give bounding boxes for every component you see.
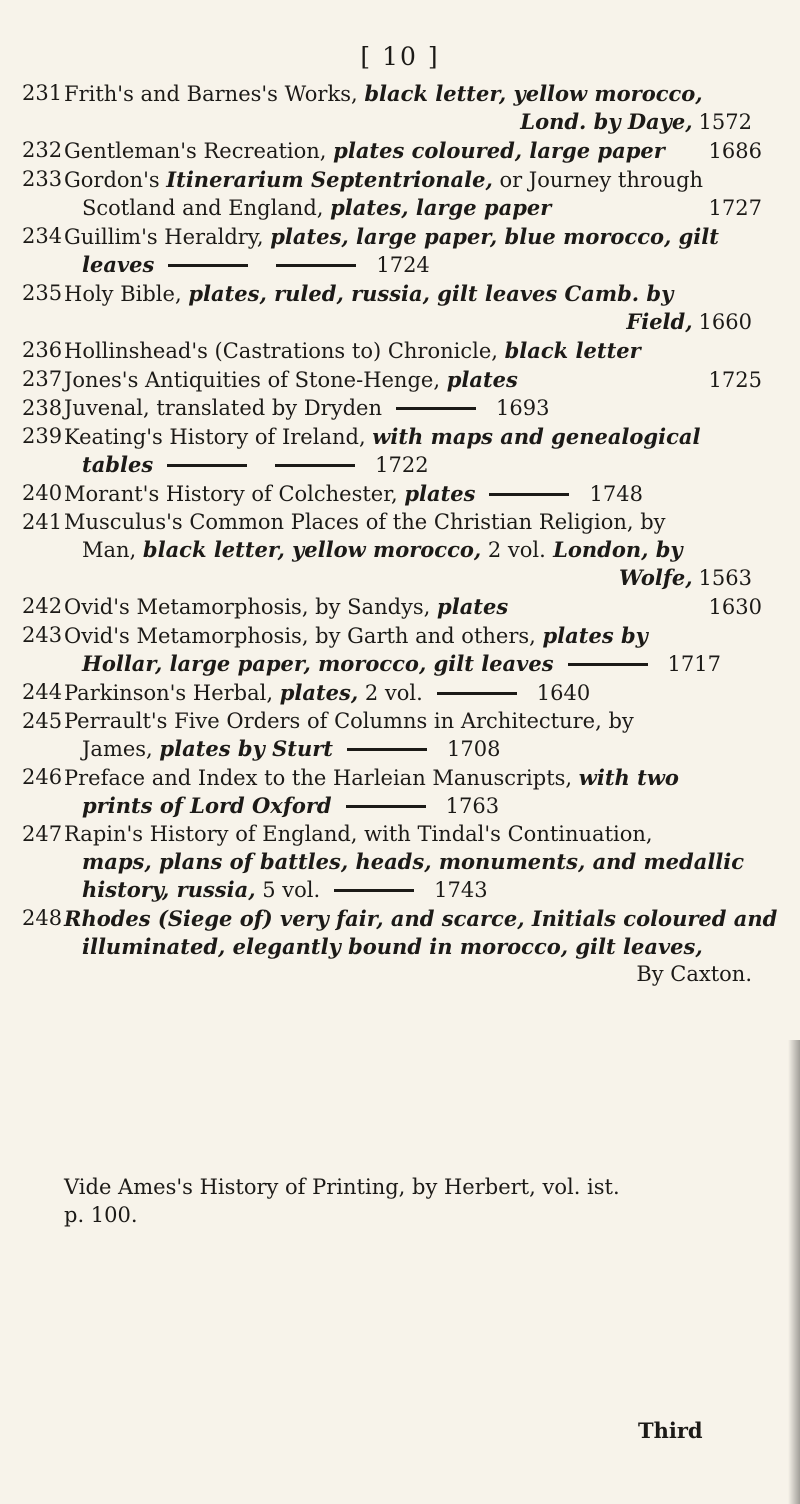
catalogue-entry [22, 137, 762, 165]
entry-year: 1693 [495, 396, 550, 420]
entry-roman-text: Guillim's Heraldry, [64, 225, 271, 249]
entry-number: 244 [22, 680, 63, 704]
entry-italic-text: illuminated, elegantly bound in morocco, gilt leaves, [82, 934, 703, 959]
entry-italic-text: history, russia, [82, 877, 256, 902]
entry-line [64, 80, 762, 108]
entry-line [64, 679, 762, 707]
entry-roman-text: Hollinshead's (Castrations to) Chronicle, [64, 339, 505, 363]
entry-roman-text: Gordon's [64, 168, 167, 192]
catalogue-entry [22, 905, 778, 988]
entry-roman-text: Gentleman's Recreation, [64, 139, 334, 163]
entry-line [64, 251, 762, 279]
entry-roman-text: Man, [82, 538, 143, 562]
entry-imprint: Camb. by [557, 281, 674, 306]
entry-year: 1572 [698, 110, 752, 134]
entry-year: 1717 [667, 652, 721, 676]
entry-number: 242 [22, 594, 63, 618]
entry-line [64, 280, 762, 308]
catalogue-entry [22, 764, 762, 820]
entry-italic-text: Hollar, large paper, morocco, gilt leaves [82, 651, 554, 676]
entry-roman-text: Keating's History of Ireland, [64, 425, 373, 449]
entry-text [64, 593, 508, 621]
catalogue-entry [22, 280, 762, 336]
entry-text [64, 80, 703, 108]
entry-line [64, 764, 762, 792]
entry-line [64, 735, 762, 763]
entry-italic-text: black letter, yellow morocco, [364, 81, 703, 106]
entry-italic-text: plates by [542, 623, 648, 648]
entry-number: 245 [22, 709, 63, 733]
entry-italic-text: plates by Sturt [159, 736, 333, 761]
entry-number: 240 [22, 481, 63, 505]
entry-number: 233 [22, 167, 63, 191]
entry-year: 1686 [708, 139, 762, 163]
entry-line [64, 423, 762, 451]
entry-year: 1563 [698, 566, 752, 590]
entry-line [64, 366, 762, 394]
entry-italic-text: black letter, yellow morocco, [142, 537, 482, 562]
entry-roman-text: 2 vol. [358, 681, 423, 705]
entry-text [64, 679, 423, 707]
entry-italic-text: Lond. by Daye, [520, 109, 693, 134]
catalogue-list [22, 80, 778, 989]
catalogue-entry [22, 509, 762, 592]
entry-year: 1743 [434, 878, 488, 902]
catalogue-entry [22, 366, 762, 394]
entry-number: 236 [22, 338, 63, 362]
entry-roman-text: Ovid's Metamorphosis, by Sandys, [64, 595, 438, 619]
entry-number: 237 [22, 367, 63, 391]
rule-dash [346, 805, 426, 808]
catalogue-entry [22, 821, 762, 904]
entry-number: 238 [22, 396, 63, 420]
entry-line [64, 480, 762, 508]
rule-dash [489, 493, 569, 496]
entry-text [82, 536, 683, 564]
entry-roman-text: Scotland and England, [82, 196, 331, 220]
entry-italic-text: with two [578, 765, 679, 790]
entry-line [64, 848, 762, 876]
entry-italic-text: Itinerarium Septentrionale, [166, 167, 493, 192]
entry-line [64, 593, 762, 621]
entry-text [626, 308, 692, 336]
entry-italic-text: maps, plans of battles, heads, monuments, and medallic [82, 849, 745, 874]
entry-text [64, 622, 648, 650]
entry-year: 1748 [589, 482, 643, 506]
entry-text [64, 509, 666, 536]
catalogue-entry [22, 80, 762, 136]
entry-number: 232 [22, 138, 63, 162]
entry-italic-text: plates, ruled, russia, gilt leaves [188, 281, 558, 306]
entry-text [82, 933, 703, 961]
entry-number: 239 [22, 424, 63, 448]
entry-line [64, 905, 778, 933]
catalogue-entry [22, 395, 762, 422]
entry-line [64, 821, 762, 848]
entry-line [64, 108, 762, 136]
entry-line [64, 308, 762, 336]
entry-text [64, 764, 679, 792]
entry-text [64, 366, 518, 394]
entry-text [82, 792, 332, 820]
entry-text [82, 650, 554, 678]
entry-text [82, 251, 154, 279]
entry-roman-text: James, [82, 737, 160, 761]
entry-line [64, 166, 762, 194]
entry-roman-text: Perrault's Five Orders of Columns in Architecture, by [64, 709, 634, 733]
entry-year: 1708 [446, 737, 501, 761]
catchword: Third [638, 1418, 703, 1443]
note-line: p. 100. [64, 1203, 138, 1227]
entry-number: 246 [22, 765, 63, 789]
entry-roman-text: 2 vol. [481, 538, 546, 562]
catalogue-entry [22, 480, 762, 508]
entry-number: 234 [22, 224, 63, 248]
entry-text [64, 480, 475, 508]
entry-italic-text: Rhodes (Siege of) very fair, and scarce, Initials coloured and [64, 906, 778, 931]
entry-roman-text: By Caxton. [636, 962, 752, 986]
entry-text [64, 223, 719, 251]
entry-italic-text: plates, large paper, blue morocco, gilt [270, 224, 719, 249]
catalogue-entry [22, 223, 762, 279]
entry-roman-text: or Journey through [492, 168, 704, 192]
entry-line [64, 194, 762, 222]
entry-line [64, 961, 762, 988]
entry-line [64, 223, 762, 251]
rule-dash [437, 692, 517, 695]
entry-roman-text: Parkinson's Herbal, [64, 681, 280, 705]
rule-dash [167, 464, 247, 467]
entry-year: 1722 [375, 453, 429, 477]
rule-dash [275, 464, 355, 467]
entry-line [64, 536, 762, 564]
entry-number: 243 [22, 623, 63, 647]
entry-line [64, 876, 762, 904]
entry-italic-text: prints of Lord Oxford [82, 793, 332, 818]
entry-line [64, 451, 762, 479]
entry-italic-text: Field, [626, 309, 693, 334]
entry-text [82, 194, 551, 222]
entry-year: 1660 [698, 310, 752, 334]
entry-text [619, 564, 693, 592]
entry-imprint: London, by [545, 537, 683, 562]
entry-year: 1724 [376, 253, 430, 277]
entry-italic-text: plates, [279, 680, 359, 705]
entry-line [64, 622, 762, 650]
entry-italic-text: tables [82, 452, 154, 477]
entry-text [64, 337, 641, 365]
entry-roman-text: Juvenal, translated by Dryden [64, 396, 382, 420]
entry-text [64, 708, 634, 735]
entry-year: 1630 [708, 595, 762, 619]
rule-dash [168, 264, 248, 267]
entry-text [64, 166, 703, 194]
entry-italic-text: black letter [504, 338, 641, 363]
rule-dash [568, 663, 648, 666]
entry-text [64, 395, 382, 422]
catalogue-entry [22, 166, 762, 222]
entry-text [64, 137, 665, 165]
entry-roman-text: Ovid's Metamorphosis, by Garth and others, [64, 624, 543, 648]
entry-italic-text: with maps and genealogical [372, 424, 701, 449]
entry-italic-text: plates [404, 481, 476, 506]
entry-line [64, 792, 762, 820]
entry-italic-text: plates [446, 367, 518, 392]
entry-roman-text: 5 vol. [255, 878, 321, 902]
entry-italic-text: Wolfe, [618, 565, 693, 590]
entry-year: 1640 [536, 681, 591, 705]
rule-dash [396, 407, 476, 410]
entry-italic-text: plates coloured, large paper [333, 138, 665, 163]
rule-dash [347, 748, 427, 751]
entry-line [64, 395, 762, 422]
rule-dash [334, 889, 414, 892]
entry-line [64, 708, 762, 735]
entry-italic-text: leaves [82, 252, 155, 277]
catalogue-entry [22, 708, 762, 763]
catalogue-entry [22, 622, 762, 678]
entry-text [82, 451, 153, 479]
entry-roman-text: Frith's and Barnes's Works, [64, 82, 365, 106]
page-edge-shadow [788, 1040, 800, 1504]
entry-line [64, 337, 762, 365]
entry-year: 1763 [445, 794, 500, 818]
entry-text [64, 905, 777, 933]
entry-italic-text: plates [437, 594, 509, 619]
catalogue-entry [22, 593, 762, 621]
entry-number: 248 [22, 906, 63, 930]
entry-italic-text: plates, large paper [330, 195, 552, 220]
entry-text [636, 961, 752, 988]
catalogue-entry [22, 679, 762, 707]
entry-roman-text: Rapin's History of England, with Tindal's Continuation, [64, 822, 653, 846]
entry-text [520, 108, 692, 136]
entry-line [64, 933, 762, 961]
entry-roman-text: Musculus's Common Places of the Christian Religion, by [64, 510, 666, 534]
entry-line [64, 137, 762, 165]
page-number: [ 10 ] [360, 42, 440, 71]
entry-number: 235 [22, 281, 63, 305]
entry-year: 1725 [708, 368, 762, 392]
entry-text [64, 821, 653, 848]
entry-line [64, 650, 762, 678]
entry-year: 1727 [708, 196, 762, 220]
rule-dash [276, 264, 356, 267]
bibliographic-note [64, 1173, 620, 1229]
catalogue-entry [22, 337, 762, 365]
entry-text [82, 735, 333, 763]
entry-text [82, 876, 320, 904]
entry-roman-text: Jones's Antiquities of Stone-Henge, [64, 368, 447, 392]
entry-roman-text: Morant's History of Colchester, [64, 482, 405, 506]
catalogue-entry [22, 423, 762, 479]
entry-text [64, 423, 700, 451]
entry-line [64, 509, 762, 536]
entry-line [64, 564, 762, 592]
entry-number: 247 [22, 822, 63, 846]
entry-roman-text: Preface and Index to the Harleian Manuscripts, [64, 766, 579, 790]
note-line: Vide Ames's History of Printing, by Herbert, vol. ist. [64, 1175, 620, 1199]
entry-text [64, 280, 673, 308]
entry-number: 241 [22, 510, 63, 534]
entry-text [82, 848, 744, 876]
entry-number: 231 [22, 81, 63, 105]
entry-roman-text: Holy Bible, [64, 282, 189, 306]
